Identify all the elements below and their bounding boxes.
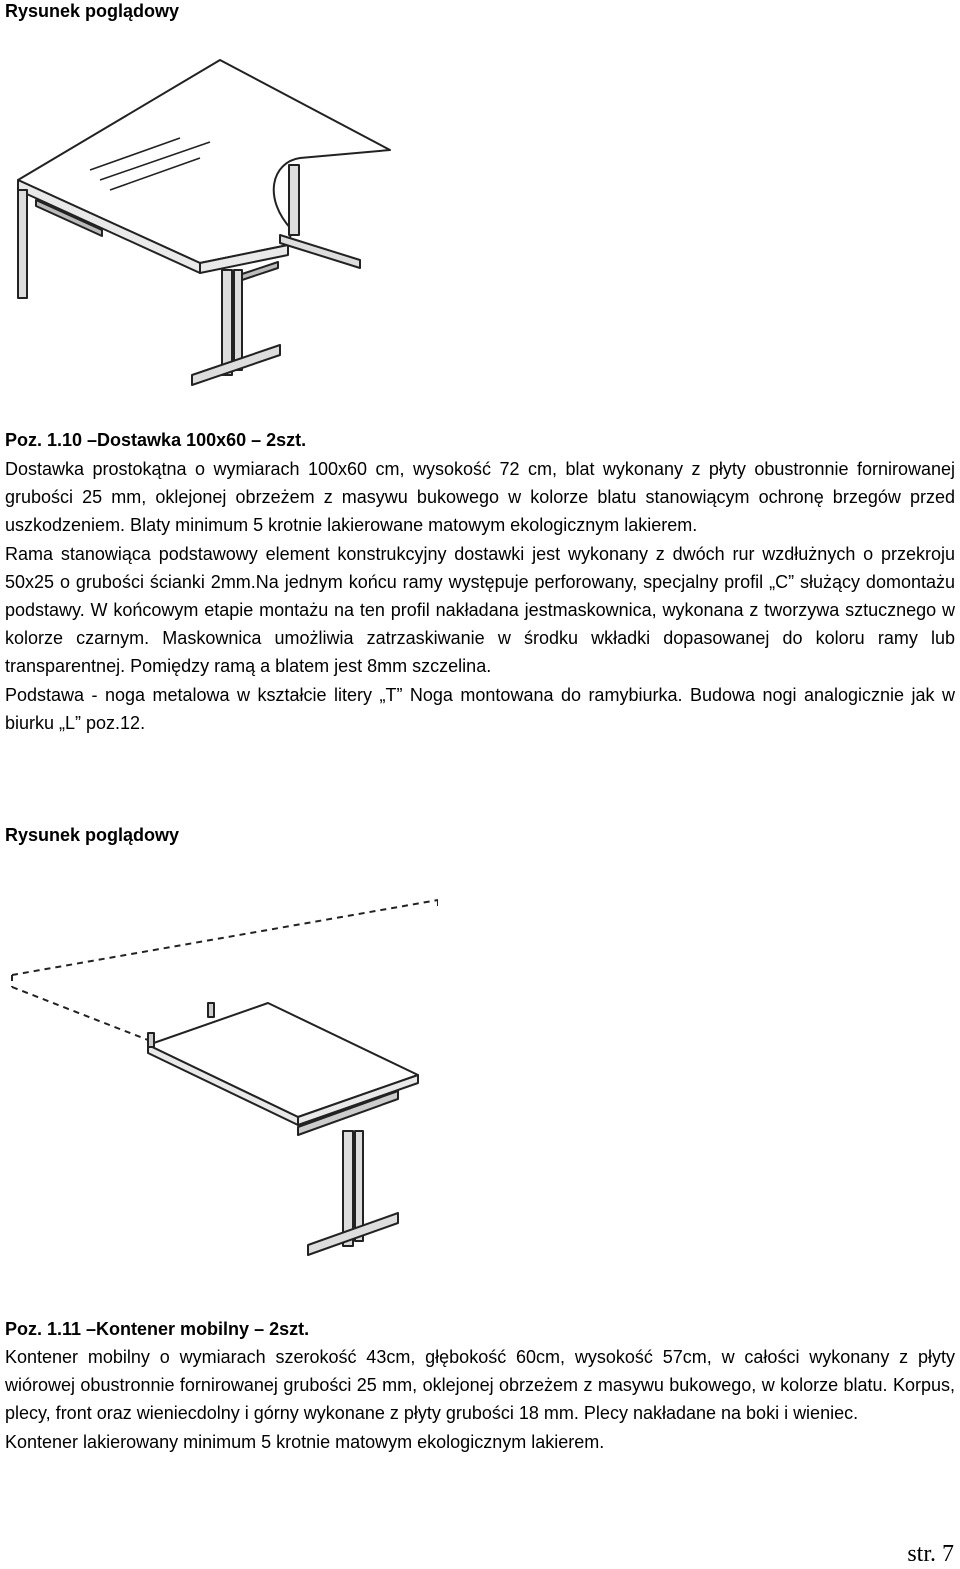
extension-table-illustration (8, 895, 438, 1290)
corner-desk-illustration (10, 30, 400, 390)
corner-desk-drawing (10, 30, 400, 390)
paragraph: Dostawka prostokątna o wymiarach 100x60 cm, wysokość 72 cm, blat wykonany z płyty obustronnie fornirowanej grubości 25 mm, oklejonej obrzeżem z masywu bukowego w kolorze blatu stanowiącym ochronę brzegów przed uszkodzeniem. Blaty minimum 5 krotnie lakierowane matowym ekologicznym lakierem. (5, 459, 955, 536)
page-number: str. 7 (907, 1541, 954, 1567)
paragraph: Kontener mobilny o wymiarach szerokość 43cm, głębokość 60cm, wysokość 57cm, w całości wykonany z płyty wiórowej obustronnie fornirowanej grubości 25 mm, oklejonej obrzeżem z masywu bukowego, w kolorze blatu. Korpus, plecy, front oraz wieniecdolny i górny wykonane z płyty grubości 18 mm. Plecy nakładane na boki i wieniec. (5, 1347, 955, 1424)
paragraph: Kontener lakierowany minimum 5 krotnie matowym ekologicznym lakierem. (5, 1431, 605, 1452)
section-title-1-10: Poz. 1.10 –Dostawka 100x60 – 2szt. (5, 430, 307, 450)
paragraph: Podstawa - noga metalowa w kształcie litery „T” Noga montowana do ramybiurka. Budowa nogi analogicznie jak w biurku „L” poz.12. (5, 684, 955, 733)
figure-caption: Rysunek poglądowy (5, 825, 180, 845)
figure-caption: Rysunek poglądowy (5, 1, 180, 21)
paragraph: Rama stanowiąca podstawowy element konstrukcyjny dostawki jest wykonany z dwóch rur wzdłużnych o przekroju 50x25 o grubości ścianki 2mm.Na jednym końcu ramy występuje perforowany, specjalny profil „C” służący domontażu podstawy. W końcowym etapie montażu na ten profil nakładana jestmaskownica, wykonana z tworzywa sztucznego w kolorze czarnym. Maskownica umożliwia zatrzaskiwanie w środku wkładki dopasowanej do koloru ramy lub transparentnej. Pomiędzy ramą a blatem jest 8mm szczelina. (5, 543, 955, 677)
section-body-1-10 (5, 455, 955, 737)
extension-table-drawing (8, 895, 438, 1290)
section-body-1-11 (5, 1343, 955, 1456)
section-title-1-11: Poz. 1.11 –Kontener mobilny – 2szt. (5, 1319, 310, 1339)
